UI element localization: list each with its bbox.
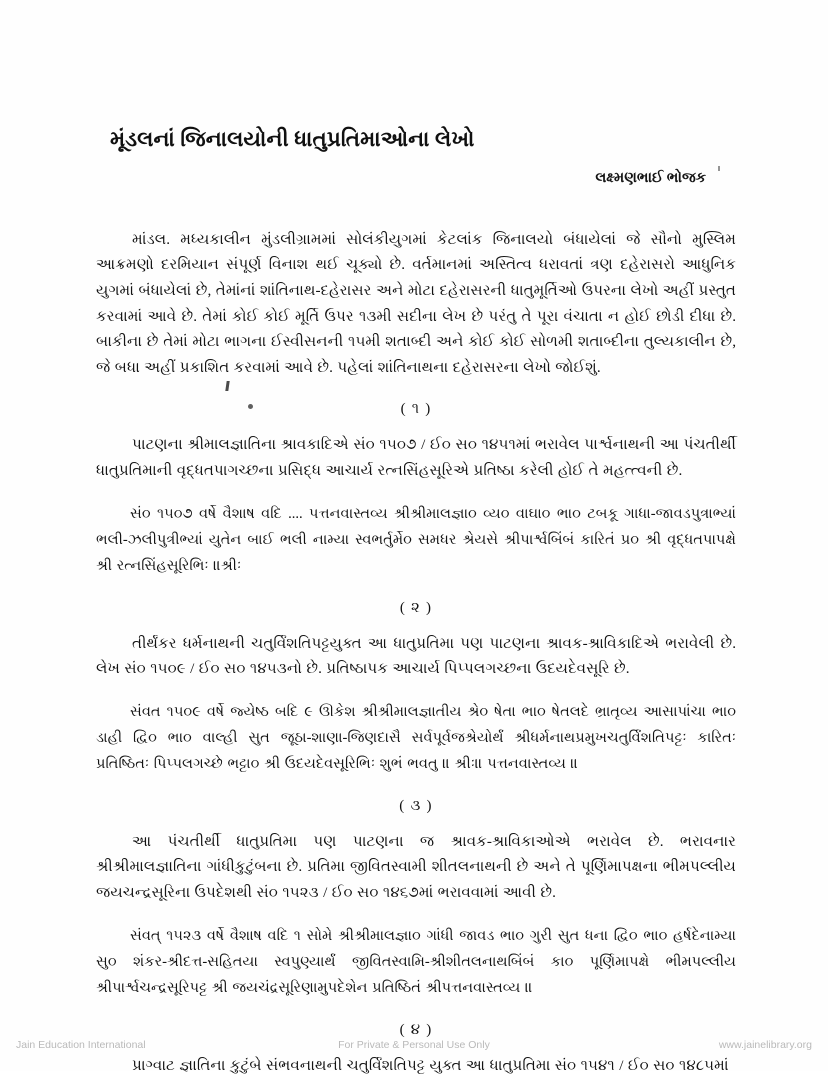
inscription-section-2: [96, 599, 736, 777]
section-2-description: તીર્થંકર ધર્મનાથની ચતુર્વિંશતિપટ્ટયુક્ત આ ધાતુપ્રતિમા પણ પાટણના શ્રાવક-શ્રાવિકાદિએ ભરાવેલી છે. લેખ સં૦ ૧૫૦૯ / ઈ૦ સ૦ ૧૪૫૩નો છે. પ્રતિષ્ઠાપક આચાર્ય પિપ્પલગચ્છના ઉદયદેવસૂરિ છે.: [96, 634, 736, 678]
section-1-inscription: સં૦ ૧૫૦૭ વર્ષે વૈશાષ વદિ .... પત્તનવાસ્તવ્ય શ્રીશ્રીમાલજ્ઞા૦ વ્ય૦ વાઘા૦ ભા૦ ટબકૂ ગાધા-જાવડપુત્રાભ્યાં ભલી-ઝલીપુત્રીભ્યાં યુતેન બાઈ ભલી નામ્યા સ્વભર્તુર્મે૦ સમધર શ્રેયસે શ્રીપાર્શ્વબિંબં કારિતં પ્ર૦ શ્રી વૃદ્ધતપાપક્ષે શ્રી રત્નસિંહસૂરિભિઃ ॥શ્રીઃ: [96, 505, 736, 574]
page-title: મૂંડલનાં જિનાલયોની ધાતુપ્રતિમાઓના લેખો: [110, 127, 475, 151]
footer-website[interactable]: www.jainelibrary.org: [718, 1039, 812, 1051]
document-content: [96, 0, 736, 1078]
footer-usage-notice: For Private & Personal Use Only: [338, 1039, 490, 1051]
title-block: [96, 0, 736, 187]
inscription-section-1: [96, 400, 736, 578]
section-number-1: ( ૧ ): [400, 401, 432, 418]
section-3-description: આ પંચતીર્થી ધાતુપ્રતિમા પણ પાટણના જ શ્રાવક-શ્રાવિકાઓએ ભરાવેલ છે. ભરાવનાર શ્રીશ્રીમાલજ્ઞાતિના ગાંધીકુટુંબના છે. પ્રતિમા જીવિતસ્વામી શીતલનાથની છે અને તે પૂર્ણિમાપક્ષના ભીમપલ્લીય જયચન્દ્રસૂરિના ઉપદેશથી સં૦ ૧૫૨૩ / ઈ૦ સ૦ ૧૪૬૭માં ભરાવવામાં આવી છે.: [96, 832, 736, 901]
section-1-description: પાટણના શ્રીમાલજ્ઞાતિના શ્રાવકાદિએ સં૦ ૧૫૦૭ / ઈ૦ સ૦ ૧૪૫૧માં ભરાવેલ પાર્શ્વનાથની આ પંચતીર્થી ધાતુપ્રતિમાની વૃદ્ધતપાગચ્છના પ્રસિદ્ધ આચાર્ય રત્નસિંહસૂરિએ પ્રતિષ્ઠા કરેલી હોઈ તે મહત્ત્વની છે.: [96, 436, 736, 480]
section-2-inscription: સંવત ૧૫૦૯ વર્ષે જ્યેષ્ઠ બદિ ૯ ઊકેશ શ્રીશ્રીમાલજ્ઞાતીય શ્રે૦ ષેતા ભા૦ ષેતલદે ભ્રાતૃવ્ય આસાપાંચા ભા૦ ડાહી દ્વિ૦ ભા૦ વાલ્હી સુત જૂઠા-શાણા-જિણદાસૈ સર્વપૂર્વજશ્રેયોર્થં શ્રીધર્મનાથપ્રમુખચતુર્વિંશતિપટ્ટઃ કારિતઃ પ્રતિષ્ઠિતઃ પિપ્પલગચ્છે ભટ્ટા૦ શ્રી ઉદયદેવસૂરિભિઃ શુભં ભવતુ ॥ શ્રીઃ॥ પત્તનવાસ્તવ્ય ॥: [96, 703, 736, 772]
section-4-description: પ્રાગ્વાટ જ્ઞાતિના કુટુંબે સંભવનાથની ચતુર્વિંશતિપટ્ટ યુક્ત આ ધાતુપ્રતિમા સં૦ ૧૫૪૧ / ઈ૦ સ૦ ૧૪૮૫માં: [132, 1056, 729, 1074]
section-3-inscription: સંવત્ ૧૫૨૩ વર્ષે વૈશાષ વદિ ૧ સોમે શ્રીશ્રીમાલજ્ઞા૦ ગાંધી જાવડ ભા૦ ગુરી સુત ધના દ્વિ૦ ભા૦ હર્ષદેનામ્યા સુ૦ શંકર-શ્રીદત્ત-સહિતયા સ્વપુણ્યાર્થં જીવિતસ્વામિ-શ્રીશીતલનાથબિંબં કા૦ પૂર્ણિમાપક્ષે ભીમપલ્લીય શ્રીપાર્શ્વચન્દ્રસૂરિપટ્ટ શ્રી જયચંદ્રસૂરિણામુપદેશેન પ્રતિષ્ઠિતં શ્રીપત્તનવાસ્તવ્ય ॥: [96, 927, 736, 996]
footer-organization: Jain Education International: [16, 1039, 146, 1051]
author-byline: લક્ષ્મણભાઈ ભોજક: [595, 169, 706, 186]
inscription-section-3: [96, 797, 736, 1001]
section-number-2: ( ૨ ): [399, 599, 433, 616]
page-footer: [0, 1035, 828, 1055]
section-number-4: ( ૪ ): [399, 1021, 433, 1038]
intro-paragraph: માંડલ. મધ્યકાલીન મુંડલીગ્રામમાં સોલંકીયુગમાં કેટલાંક જિનાલયો બંધાયેલાં જે સૌનો મુસ્લિમ આક્રમણો દરમિયાન સંપૂર્ણ વિનાશ થઈ ચૂક્યો છે. વર્તમાનમાં અસ્તિત્વ ધરાવતાં ત્રણ દહેરાસરો આધુનિક યુગમાં બંધાયેલાં છે, તેમાંનાં શાંતિનાથ-દહેરાસર અને મોટા દહેરાસરની ધાતુમૂર્તિઓ ઉપરના લેખો અહીં પ્રસ્તુત કરવામાં આવે છે. તેમાં કોઈ કોઈ મૂર્તિ ઉપર ૧૩મી સદીના લેખ છે પરંતુ તે પૂરા વંચાતા ન હોઈ છોડી દીધા છે. બાકીના છે તેમાં મોટા ભાગના ઈસ્વીસનની ૧૫મી શતાબ્દી અને કોઈ કોઈ સોળમી શતાબ્દીના તુલ્યકાલીન છે, જે બધા અહીં પ્રકાશિત કરવામાં આવે છે. પહેલાં શાંતિનાથના દહેરાસરના લેખો જોઈશું.: [96, 230, 736, 376]
section-number-3: ( ૩ ): [399, 797, 433, 814]
introduction-section: [96, 227, 736, 381]
